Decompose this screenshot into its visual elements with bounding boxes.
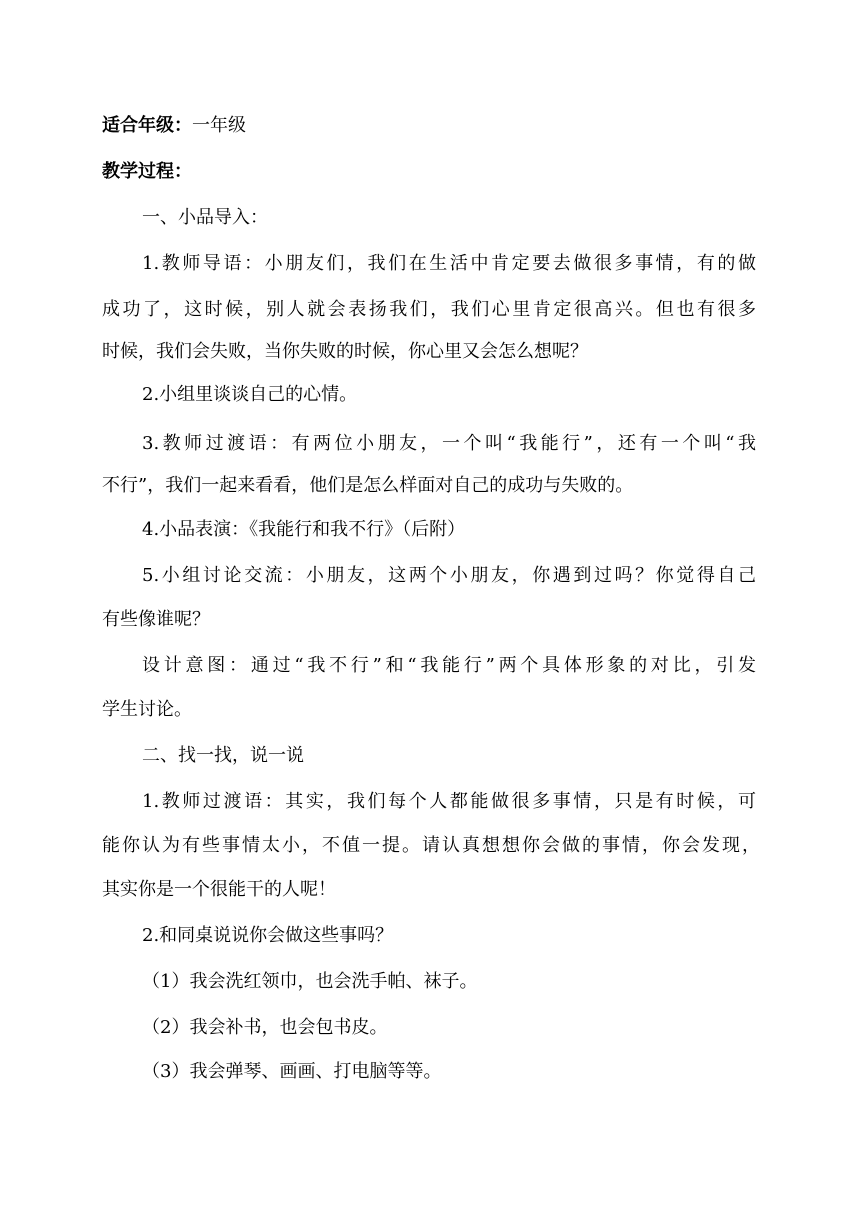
list-item: （1）我会洗红领巾，也会洗手帕、袜子。 [142, 971, 478, 992]
grade-line [102, 114, 246, 138]
paragraph-line: 4.小品表演：《我能行和我不行》（后附） [142, 519, 466, 540]
list-item: （2）我会补书，也会包书皮。 [142, 1017, 388, 1038]
section-2-heading: 二、找一找，说一说 [142, 745, 304, 766]
paragraph-line: 不行”，我们一起来看看，他们是怎么样面对自己的成功与失败的。 [102, 475, 634, 496]
paragraph-line: 有些像谁呢？ [102, 609, 210, 630]
paragraph-line: 2.和同桌说说你会做这些事吗？ [142, 925, 394, 946]
grade-label: 适合年级： [102, 115, 192, 136]
paragraph-line: 1.教师导语：小朋友们，我们在生活中肯定要去做很多事情，有的做 [142, 253, 756, 274]
paragraph-line: 其实你是一个很能干的人呢！ [102, 879, 336, 900]
paragraph-line: 3.教师过渡语：有两位小朋友，一个叫“我能行”，还有一个叫“我 [142, 433, 756, 454]
paragraph-line: 5.小组讨论交流：小朋友，这两个小朋友，你遇到过吗？你觉得自己 [142, 565, 756, 586]
paragraph-line: 2.小组里谈谈自己的心情。 [142, 384, 358, 405]
paragraph-line: 成功了，这时候，别人就会表扬我们，我们心里肯定很高兴。但也有很多 [102, 299, 756, 320]
paragraph-line: 1.教师过渡语：其实，我们每个人都能做很多事情，只是有时候，可 [142, 791, 756, 812]
paragraph-line: 能你认为有些事情太小，不值一提。请认真想想你会做的事情，你会发现， [102, 835, 760, 856]
paragraph-line: 时候，我们会失败，当你失败的时候，你心里又会怎么想呢？ [102, 341, 588, 362]
process-heading: 教学过程： [102, 161, 192, 182]
design-intent-line: 设计意图：通过“我不行”和“我能行”两个具体形象的对比，引发 [142, 655, 756, 676]
grade-value: 一年级 [192, 115, 246, 136]
design-intent-line: 学生讨论。 [102, 699, 192, 720]
list-item: （3）我会弹琴、画画、打电脑等等。 [142, 1061, 442, 1082]
section-1-heading: 一、小品导入： [142, 207, 268, 228]
